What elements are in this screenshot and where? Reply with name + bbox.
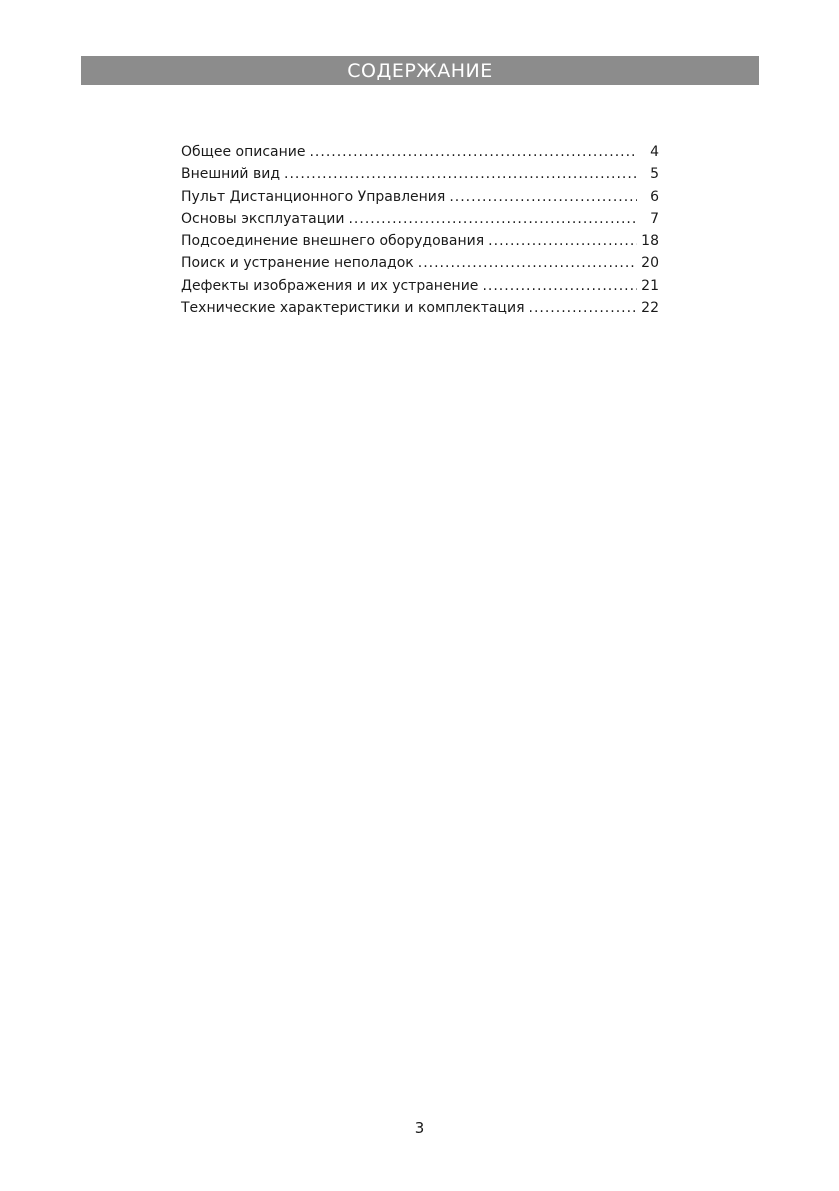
- toc-entry-page: 21: [641, 277, 659, 294]
- toc-dot-leader: [488, 230, 637, 252]
- toc-entry-title: Технические характеристики и комплектация: [181, 300, 525, 317]
- toc-entry-page: 7: [650, 210, 659, 227]
- toc-dot-leader: [309, 141, 637, 163]
- toc-dot-leader: [348, 208, 637, 230]
- toc-entry-page: 22: [641, 300, 659, 317]
- section-header-bar: [81, 56, 759, 85]
- toc-entry-page: 6: [650, 188, 659, 205]
- toc-entry-page: 4: [650, 144, 659, 160]
- toc-dot-leader: [284, 163, 637, 185]
- toc-dot-leader: [529, 297, 638, 319]
- toc-entry-title: Внешний вид: [181, 166, 281, 183]
- toc-entry[interactable]: [181, 275, 659, 297]
- toc-entry[interactable]: [181, 230, 659, 252]
- toc-entry-title: Основы эксплуатации: [181, 210, 345, 227]
- page-number: 3: [414, 1119, 425, 1137]
- table-of-contents: [181, 141, 659, 319]
- toc-entry[interactable]: [181, 186, 659, 208]
- toc-entry[interactable]: [181, 163, 659, 185]
- toc-entry-page: 18: [641, 233, 659, 250]
- toc-entry-title: Дефекты изображения и их устранение: [181, 277, 479, 294]
- toc-entry-page: 5: [650, 166, 659, 183]
- toc-entry-title: Подсоединение внешнего оборудования: [181, 233, 485, 250]
- toc-entry[interactable]: [181, 208, 659, 230]
- toc-entry[interactable]: [181, 297, 659, 319]
- toc-entry[interactable]: [181, 141, 659, 163]
- toc-entry-title: Общее описание: [181, 144, 306, 160]
- toc-dot-leader: [482, 275, 637, 297]
- toc-dot-leader: [418, 252, 637, 274]
- toc-entry-title: Поиск и устранение неполадок: [181, 255, 414, 272]
- toc-entry[interactable]: [181, 252, 659, 274]
- page-title: СОДЕРЖАНИЕ: [347, 59, 493, 82]
- toc-entry-title: Пульт Дистанционного Управления: [181, 188, 446, 205]
- toc-entry-page: 20: [641, 255, 659, 272]
- toc-dot-leader: [449, 186, 637, 208]
